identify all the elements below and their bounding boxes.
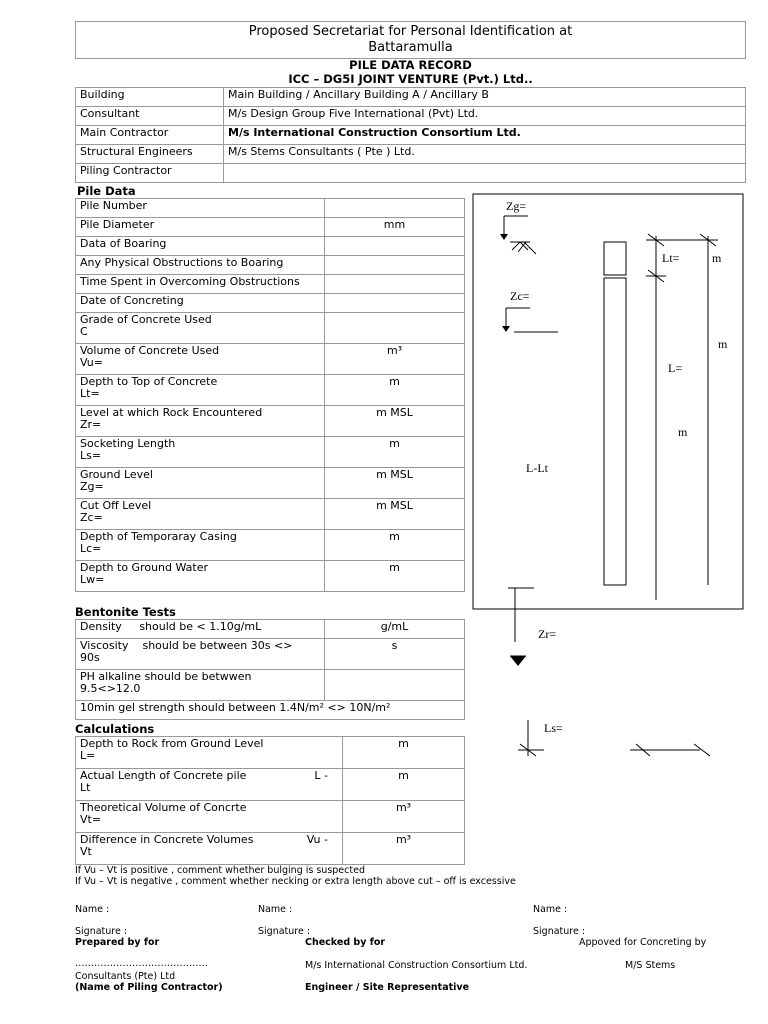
pile-row-label: Volume of Concrete Used Vu= <box>76 344 325 375</box>
pile-row-unit <box>325 313 465 344</box>
checked-name-label: Name : <box>258 904 293 915</box>
info-value: Main Building / Ancillary Building A / Ancillary B <box>224 88 746 107</box>
info-label: Structural Engineers <box>76 145 224 164</box>
pile-row-label: Any Physical Obstructions to Boaring <box>76 256 325 275</box>
diagram-frame <box>473 194 743 609</box>
info-value: M/s Design Group Five International (Pvt) Ltd. <box>224 107 746 126</box>
note-positive: If Vu – Vt is positive , comment whether bulging is suspected <box>75 865 365 876</box>
piling-contractor-caption: (Name of Piling Contractor) <box>75 982 223 993</box>
title-line2: Battaramulla <box>368 40 453 55</box>
viscosity-unit: s <box>325 639 465 670</box>
prepared-name-label: Name : <box>75 904 110 915</box>
title-box <box>75 21 746 59</box>
approved-signature-label: Signature : <box>533 926 586 937</box>
pile-data-heading: Pile Data <box>77 184 136 198</box>
pile-row-label: Pile Number <box>76 199 325 218</box>
checked-by-label: Checked by for <box>305 937 386 948</box>
prepared-signature-label: Signature : <box>75 926 128 937</box>
calculations-table <box>75 736 465 865</box>
title-line1: Proposed Secretariat for Personal Identification at <box>248 24 573 39</box>
project-info-table <box>75 87 746 183</box>
calculations-heading: Calculations <box>75 722 155 736</box>
viscosity-cell: Viscosity should be between 30s <> 90s <box>76 639 325 670</box>
stems-name: M/S Stems <box>625 960 676 971</box>
pile-row-label: Depth to Top of Concrete Lt= <box>76 375 325 406</box>
prepared-by-label: Prepared by for <box>75 937 160 948</box>
bentonite-table <box>75 619 465 720</box>
pile-row-unit <box>325 275 465 294</box>
pile-row-label: Pile Diameter <box>76 218 325 237</box>
pile-row-unit: m <box>325 561 465 592</box>
calc-row-unit: m³ <box>343 801 465 833</box>
pile-row-label: Depth of Temporaray Casing Lc= <box>76 530 325 561</box>
pile-row-unit: mm <box>325 218 465 237</box>
subtitle-pile-record: PILE DATA RECORD <box>349 58 472 72</box>
density-unit: g/mL <box>325 620 465 639</box>
lt-unit: m <box>712 251 722 265</box>
pile-shaft <box>604 278 626 585</box>
gel-strength-cell: 10min gel strength should between 1.4N/m² <> 10N/m² <box>76 701 465 720</box>
pile-row-label: Cut Off Level Zc= <box>76 499 325 530</box>
info-value: M/s Stems Consultants ( Pte ) Ltd. <box>224 145 746 164</box>
ph-value <box>325 670 465 701</box>
approved-by-label: Appoved for Concreting by <box>579 937 707 948</box>
pile-row-unit: m <box>325 530 465 561</box>
calc-row-label: Depth to Rock from Ground Level L= <box>76 737 343 769</box>
pile-section-diagram <box>470 190 768 770</box>
l-minus-lt-label: L-Lt <box>526 461 548 475</box>
pile-row-label: Grade of Concrete Used C <box>76 313 325 344</box>
info-label: Building <box>76 88 224 107</box>
l-unit: m <box>678 425 688 439</box>
dotted-line: …………………………………… <box>75 958 208 969</box>
pile-row-unit: m MSL <box>325 468 465 499</box>
icc-name: M/s International Construction Consortium Ltd. <box>305 960 528 971</box>
total-unit: m <box>718 337 728 351</box>
calc-row-label: Actual Length of Concrete pile L - Lt <box>76 769 343 801</box>
approved-name-label: Name : <box>533 904 568 915</box>
zc-label: Zc= <box>510 289 530 303</box>
pile-row-label: Time Spent in Overcoming Obstructions <box>76 275 325 294</box>
calc-row-label: Theoretical Volume of Concrte Vt= <box>76 801 343 833</box>
density-cell: Density should be < 1.10g/mL <box>76 620 325 639</box>
pile-row-unit: m MSL <box>325 499 465 530</box>
pile-row-unit <box>325 256 465 275</box>
calc-row-unit: m³ <box>343 833 465 865</box>
l-label: L= <box>668 361 683 375</box>
info-value: M/s International Construction Consortium Ltd. <box>224 126 746 145</box>
info-label: Consultant <box>76 107 224 126</box>
pile-row-label: Date of Concreting <box>76 294 325 313</box>
checked-signature-label: Signature : <box>258 926 311 937</box>
pile-row-label: Data of Boaring <box>76 237 325 256</box>
zg-label: Zg= <box>506 199 527 213</box>
lt-label: Lt= <box>662 251 680 265</box>
pile-row-unit: m <box>325 375 465 406</box>
bentonite-heading: Bentonite Tests <box>75 605 176 619</box>
pile-row-label: Depth to Ground Water Lw= <box>76 561 325 592</box>
pile-row-unit <box>325 199 465 218</box>
info-label: Piling Contractor <box>76 164 224 183</box>
note-negative: If Vu – Vt is negative , comment whether necking or extra length above cut – off is excessive <box>75 876 516 887</box>
pile-row-unit <box>325 294 465 313</box>
consultants-name: Consultants (Pte) Ltd <box>75 971 176 982</box>
subtitle-joint-venture: ICC – DG5I JOINT VENTURE (Pvt.) Ltd.. <box>288 72 533 86</box>
calc-row-unit: m <box>343 737 465 769</box>
pile-row-unit: m MSL <box>325 406 465 437</box>
ls-label: Ls= <box>544 721 563 735</box>
rock-level-marker <box>508 588 534 666</box>
pile-row-unit <box>325 237 465 256</box>
calc-row-label: Difference in Concrete Volumes Vu - Vt <box>76 833 343 865</box>
pile-row-label: Level at which Rock Encountered Zr= <box>76 406 325 437</box>
info-label: Main Contractor <box>76 126 224 145</box>
pile-top <box>604 242 626 275</box>
pile-data-table <box>75 198 465 592</box>
pile-row-label: Ground Level Zg= <box>76 468 325 499</box>
pile-row-label: Socketing Length Ls= <box>76 437 325 468</box>
engineer-caption: Engineer / Site Representative <box>305 982 470 993</box>
pile-row-unit: m³ <box>325 344 465 375</box>
ground-level-marker <box>500 216 536 254</box>
zr-label: Zr= <box>538 627 557 641</box>
calc-row-unit: m <box>343 769 465 801</box>
pile-row-unit: m <box>325 437 465 468</box>
ph-cell: PH alkaline should be betwwen 9.5<>12.0 <box>76 670 325 701</box>
info-value <box>224 164 746 183</box>
cut-off-level-marker <box>502 308 558 332</box>
